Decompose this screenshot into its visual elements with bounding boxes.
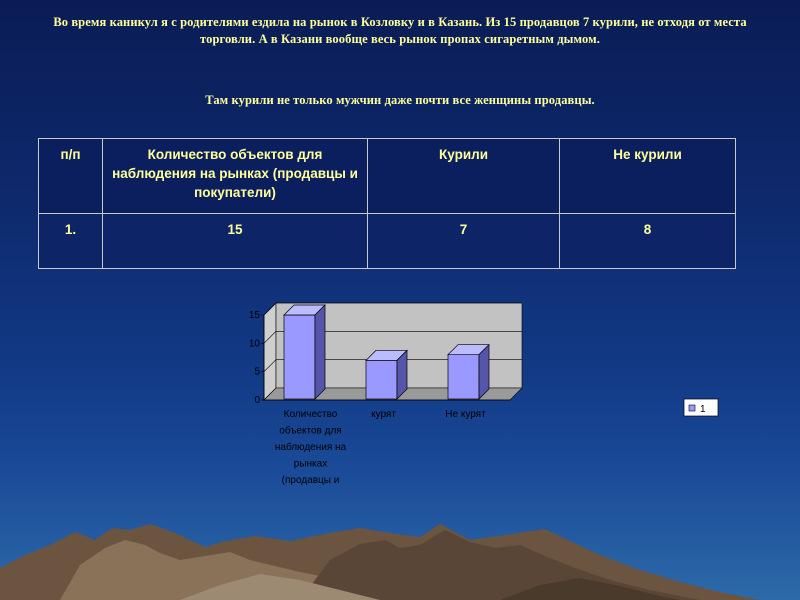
header-cell-smoked: Курили: [368, 139, 560, 214]
bar-front: [366, 360, 397, 399]
y-tick-label: 5: [254, 366, 260, 378]
header-cell-not-smoked: Не курили: [560, 139, 736, 214]
cell-smoked: 7: [368, 214, 560, 269]
legend-swatch: [689, 405, 695, 411]
bar: [448, 345, 489, 399]
bar-side: [315, 305, 325, 399]
x-tick-label: Не курят: [445, 409, 486, 420]
cell-number: 1.: [39, 214, 103, 269]
x-tick-label: Количество объектов для наблюдения на рынках (продавцы и: [274, 409, 347, 486]
bar-front: [448, 355, 479, 399]
chart-side-wall: [264, 303, 276, 400]
bar-front: [284, 315, 315, 399]
bar-side: [479, 345, 489, 399]
legend-label: 1: [700, 404, 706, 415]
intro-paragraph: Во время каникул я с родителями ездила на рынок в Козловку и в Казань. Из 15 продавцов 7 курили, не отходя от места торговли. А в Казани вообще весь рынок пропах сигаретным дымом.: [53, 15, 747, 46]
chart-legend: [684, 399, 718, 416]
cell-not-smoked: 8: [560, 214, 736, 269]
y-tick-label: 0: [254, 395, 260, 406]
cell-objects: 15: [103, 214, 368, 269]
header-cell-objects: Количество объектов для наблюдения на рынках (продавцы и покупатели): [103, 139, 368, 214]
bar: [366, 350, 407, 399]
summary-paragraph: Там курили не только мужчин даже почти все женщины продавцы.: [205, 93, 595, 107]
header-cell-number: п/п: [39, 139, 103, 214]
y-tick-label: 10: [248, 338, 260, 350]
y-tick-label: 15: [248, 310, 260, 321]
x-category-labels: [275, 409, 486, 486]
x-tick-label: курят: [371, 409, 396, 420]
bar: [284, 305, 325, 399]
